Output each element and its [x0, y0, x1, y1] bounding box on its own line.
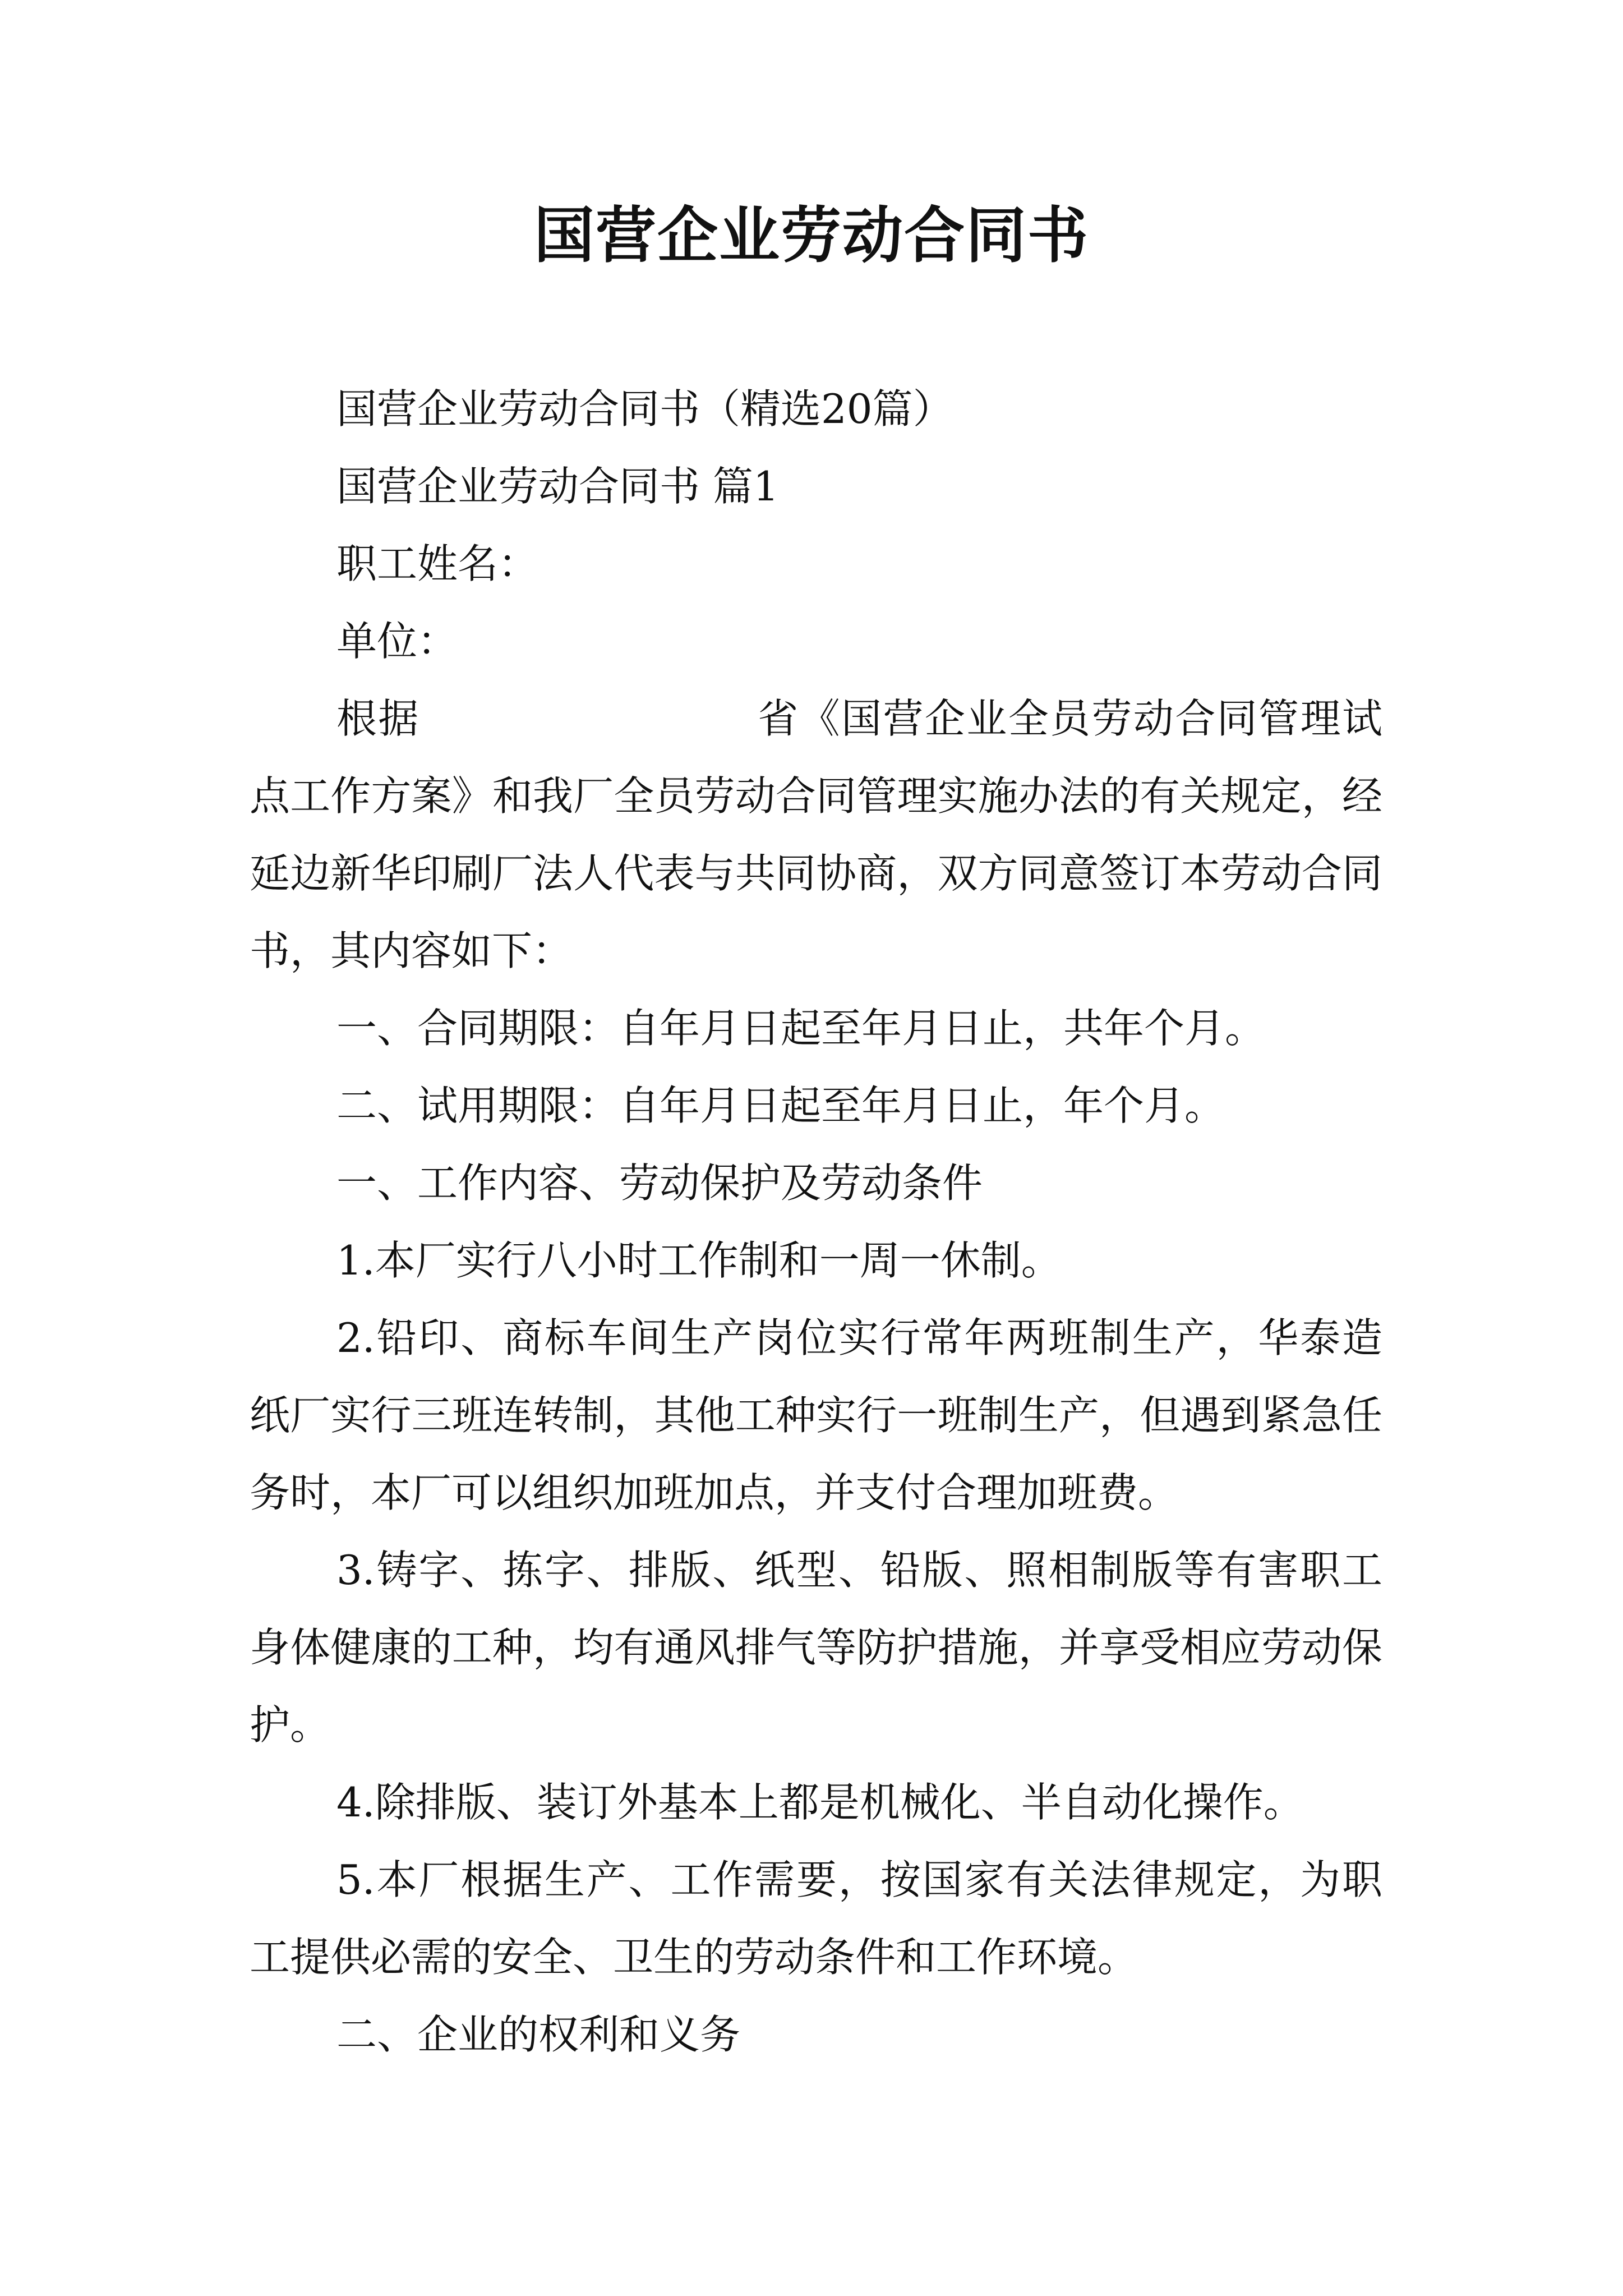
heading-rights: 二、企业的权利和义务 [336, 2011, 741, 2058]
item-1: 1.本厂实行八小时工作制和一周一休制。 [336, 1237, 1062, 1284]
item-2: 2.铅印、商标车间生产岗位实行常年两班制生产，华泰造纸厂实行三班连转制，其他工种实行一班制生产，但遇到紧急任务时，本厂可以组织加班加点，并支付合理加班费。 [250, 1314, 1382, 1516]
item-5: 5.本厂根据生产、工作需要，按国家有关法律规定，为职工提供必需的安全、卫生的劳动条件和工作环境。 [250, 1856, 1382, 1981]
term-contract: 一、合同期限：自年月日起至年月日止，共年个月。 [336, 1005, 1266, 1052]
item-4: 4.除排版、装订外基本上都是机械化、半自动化操作。 [336, 1779, 1304, 1826]
field-unit-label: 单位： [336, 618, 458, 665]
field-name-label: 职工姓名： [336, 540, 539, 587]
intro-part1: 根据 [336, 695, 420, 742]
document-title: 国营企业劳动合同书 [533, 200, 1089, 271]
intro-part2: 省《国营企业全员劳动合同管理试点工作方案》和我厂全员劳动合同管理实施办法的有关规定，经延边新华印刷厂法人代表与共同协商，双方同意签订本劳动合同书，其内容如下： [250, 695, 1382, 974]
heading-work: 一、工作内容、劳动保护及劳动条件 [336, 1159, 983, 1207]
document-body [250, 370, 1382, 2073]
item-3: 3.铸字、拣字、排版、纸型、铅版、照相制版等有害职工身体健康的工种，均有通风排气等防护措施，并享受相应劳动保护。 [250, 1547, 1382, 1749]
intro-paragraph [250, 680, 1382, 990]
term-probation: 二、试用期限：自年月日起至年月日止，年个月。 [336, 1082, 1225, 1129]
section-heading: 国营企业劳动合同书 篇1 [336, 463, 779, 510]
document-subtitle: 国营企业劳动合同书（精选20篇） [336, 385, 953, 432]
